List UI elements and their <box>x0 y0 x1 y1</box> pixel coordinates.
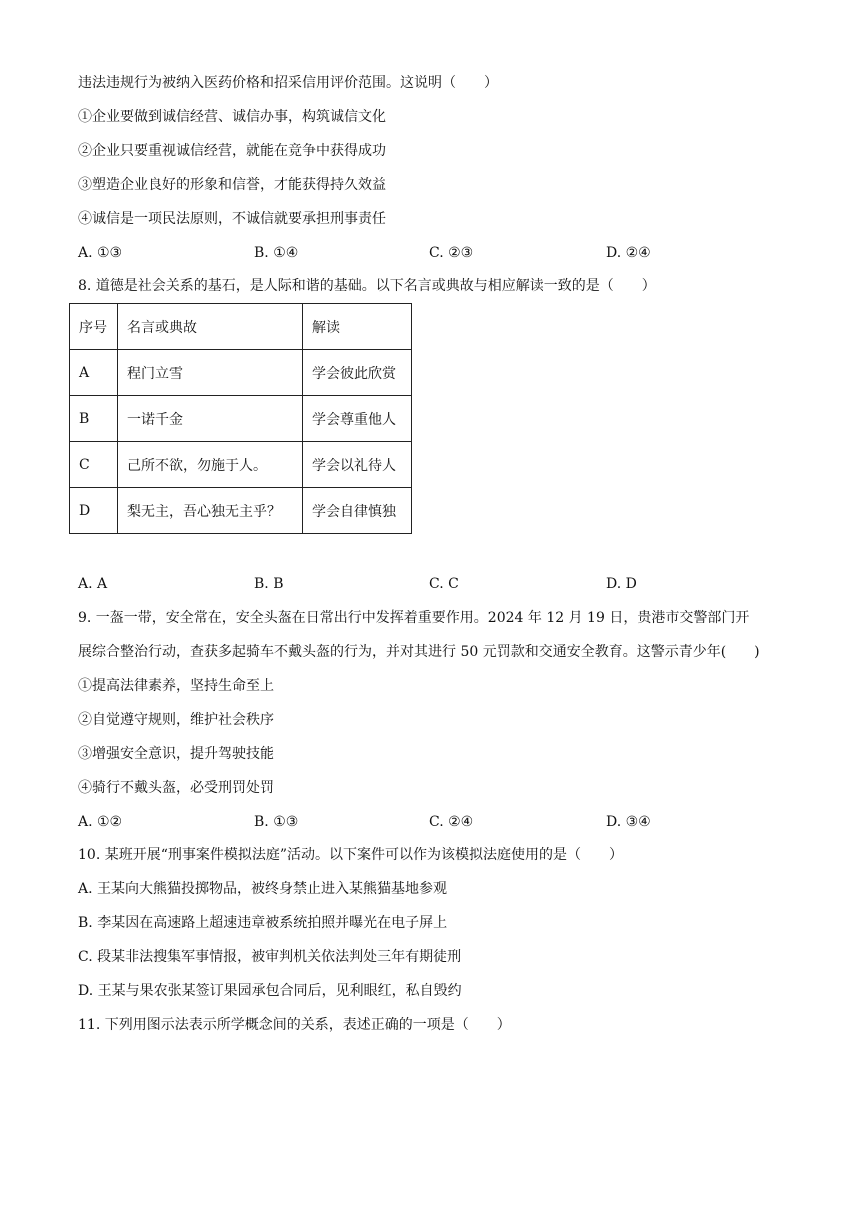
q7-option-d: D. ②④ <box>606 245 651 261</box>
table-cell: 学会自律慎独 <box>303 488 412 534</box>
q9-statement-1: ①提高法律素养，坚持生命至上 <box>78 678 274 694</box>
q7-statement-4: ④诚信是一项民法原则，不诚信就要承担刑事责任 <box>78 211 386 227</box>
q10-choice-a: A. 王某向大熊猫投掷物品，被终身禁止进入某熊猫基地参观 <box>78 881 448 897</box>
q10-choice-c: C. 段某非法搜集军事情报，被审判机关依法判处三年有期徒刑 <box>78 949 462 965</box>
table-cell: 梨无主，吾心独无主乎？ <box>118 488 303 534</box>
q9-option-d: D. ③④ <box>606 814 651 830</box>
table-row <box>70 488 412 534</box>
table-cell: B <box>70 396 118 442</box>
q8-option-d: D. D <box>606 576 637 592</box>
q10-choice-d: D. 王某与果农张某签订果园承包合同后，见利眼红，私自毁约 <box>78 983 462 999</box>
q8-stem: 8. 道德是社会关系的基石，是人际和谐的基础。以下名言或典故与相应解读一致的是（ ） <box>78 278 656 294</box>
q8-option-b: B. B <box>254 576 284 592</box>
table-cell: 己所不欲，勿施于人。 <box>118 442 303 488</box>
table-cell: 学会尊重他人 <box>303 396 412 442</box>
q9-statement-3: ③增强安全意识，提升驾驶技能 <box>78 746 274 762</box>
q9-stem-line-2: 展综合整治行动，查获多起骑车不戴头盔的行为，并对其进行 50 元罚款和交通安全教育。这警示青少年( ) <box>78 644 760 660</box>
q7-options <box>78 243 778 263</box>
table-header-cell: 名言或典故 <box>118 304 303 350</box>
table-cell: A <box>70 350 118 396</box>
q10-choice-b: B. 李某因在高速路上超速违章被系统拍照并曝光在电子屏上 <box>78 915 448 931</box>
q9-statement-2: ②自觉遵守规则，维护社会秩序 <box>78 712 274 728</box>
q8-options <box>78 574 778 594</box>
q9-option-c: C. ②④ <box>429 814 474 830</box>
table-header-cell: 序号 <box>70 304 118 350</box>
table-row <box>70 442 412 488</box>
q11-stem: 11. 下列用图示法表示所学概念间的关系，表述正确的一项是（ ） <box>78 1017 511 1033</box>
q7-statement-3: ③塑造企业良好的形象和信誉，才能获得持久效益 <box>78 177 386 193</box>
table-header-row <box>70 304 412 350</box>
table-cell: 一诺千金 <box>118 396 303 442</box>
q7-statement-1: ①企业要做到诚信经营、诚信办事，构筑诚信文化 <box>78 109 386 125</box>
table-header-cell: 解读 <box>303 304 412 350</box>
q8-option-c: C. C <box>429 576 459 592</box>
q7-statement-2: ②企业只要重视诚信经营，就能在竞争中获得成功 <box>78 143 386 159</box>
q9-option-b: B. ①③ <box>254 814 299 830</box>
q7-option-b: B. ①④ <box>254 245 299 261</box>
table-cell: D <box>70 488 118 534</box>
table-cell: 学会以礼待人 <box>303 442 412 488</box>
table-cell: 学会彼此欣赏 <box>303 350 412 396</box>
q8-option-a: A. A <box>78 576 108 592</box>
table-row <box>70 396 412 442</box>
table-row <box>70 350 412 396</box>
q9-statement-4: ④骑行不戴头盔，必受刑罚处罚 <box>78 780 274 796</box>
q9-stem-line-1: 9. 一盔一带，安全常在，安全头盔在日常出行中发挥着重要作用。2024 年 12 月 19 日，贵港市交警部门开 <box>78 610 750 626</box>
q8-table <box>69 303 412 534</box>
q9-option-a: A. ①② <box>78 814 123 830</box>
q7-stem-tail: 违法违规行为被纳入医药价格和招采信用评价范围。这说明（ ） <box>78 75 498 91</box>
q10-stem: 10. 某班开展“刑事案件模拟法庭”活动。以下案件可以作为该模拟法庭使用的是（ ） <box>78 847 624 863</box>
q7-option-c: C. ②③ <box>429 245 474 261</box>
q9-options <box>78 812 778 832</box>
table-cell: 程门立雪 <box>118 350 303 396</box>
table-cell: C <box>70 442 118 488</box>
q7-option-a: A. ①③ <box>78 245 123 261</box>
